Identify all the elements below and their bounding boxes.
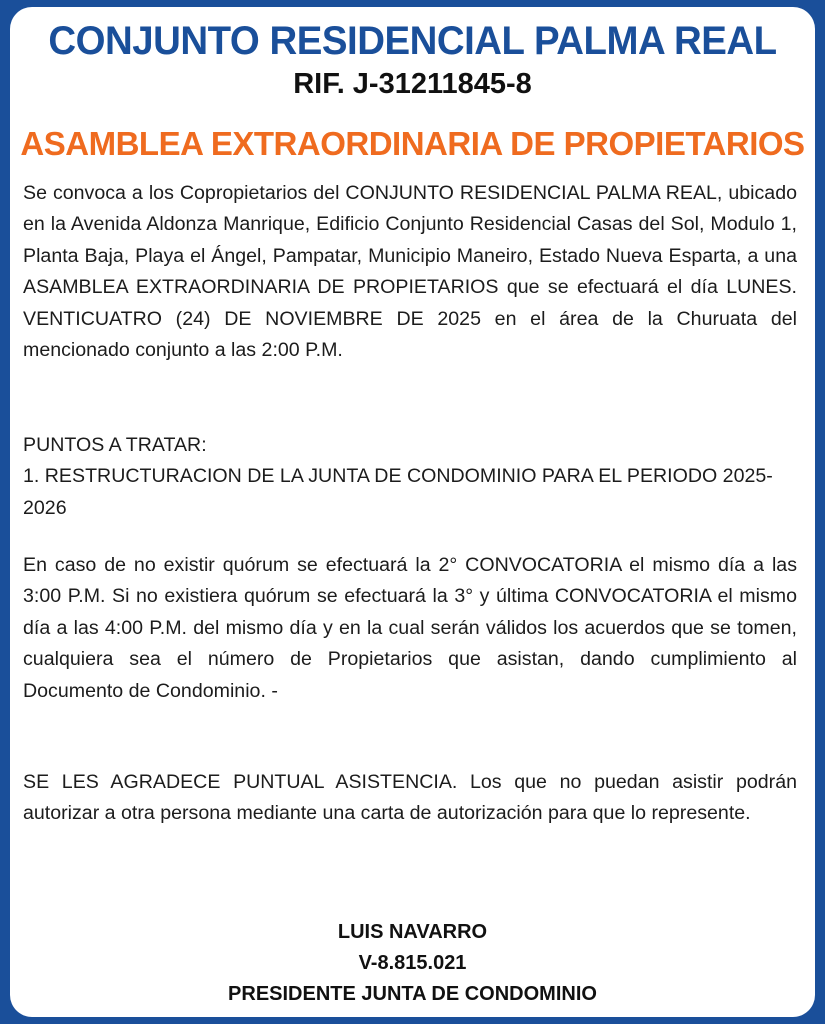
notice-card <box>10 7 815 1017</box>
assembly-heading: ASAMBLEA EXTRAORDINARIA DE PROPIETARIOS <box>20 125 805 162</box>
signatory-id: V-8.815.021 <box>358 952 467 974</box>
convocation-paragraph: Se convoca a los Copropietarios del CONJUNTO RESIDENCIAL PALMA REAL, ubicado en la Avenida Aldonza Manrique, Edificio Conjunto Residencial Casas del Sol, Modulo 1, Planta Baja, Playa el Ángel, Pampatar, Municipio Maneiro, Estado Nueva Esparta, a una ASAMBLEA EXTRAORDINARIA DE PROPIETARIOS que se efectuará el día LUNES. VENTICUATRO (24) DE NOVIEMBRE DE 2025 en el área de la Churuata del mencionado conjunto a las 2:00 P.M. <box>23 182 797 362</box>
attendance-paragraph: SE LES AGRADECE PUNTUAL ASISTENCIA. Los que no puedan asistir podrán autorizar a otra persona mediante una carta de autorización para que lo represente. <box>23 771 797 825</box>
agenda-heading: PUNTOS A TRATAR: <box>23 434 207 456</box>
agenda-section <box>23 430 797 524</box>
signatory-name: LUIS NAVARRO <box>337 921 488 943</box>
agenda-item: 1. RESTRUCTURACION DE LA JUNTA DE CONDOMINIO PARA EL PERIODO 2025-2026 <box>23 465 773 519</box>
quorum-paragraph: En caso de no existir quórum se efectuará la 2° CONVOCATORIA el mismo día a las 3:00 P.M. Si no existiera quórum se efectuará la 3° y última CONVOCATORIA el mismo día a las 4:00 P.M. del mismo día y en la cual serán válidos los acuerdos que se tomen, cualquiera sea el número de Propietarios que asistan, dando cumplimiento al Documento de Condominio. - <box>23 554 797 702</box>
signatory-position: PRESIDENTE JUNTA DE CONDOMINIO <box>228 983 597 1005</box>
page-title: CONJUNTO RESIDENCIAL PALMA REAL <box>48 19 777 63</box>
rif-number: RIF. J-31211845-8 <box>293 68 532 100</box>
